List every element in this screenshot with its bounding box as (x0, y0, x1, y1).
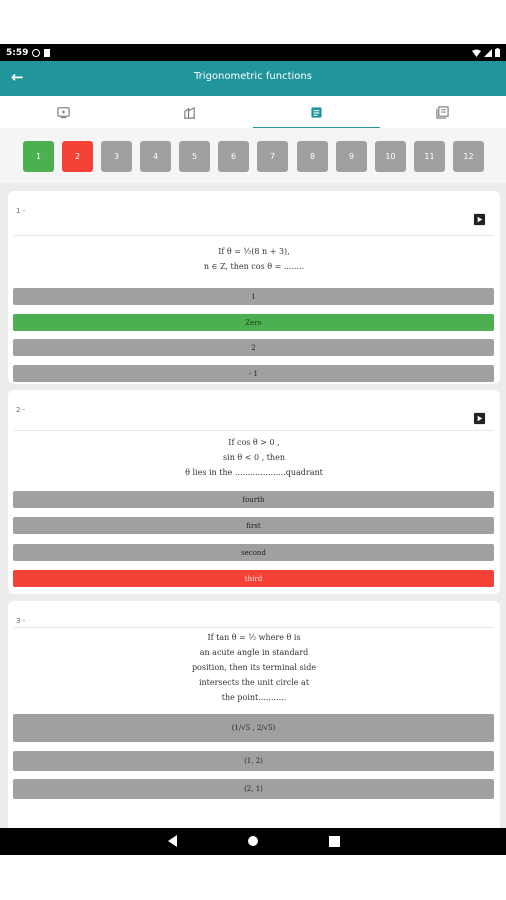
question-number-button[interactable]: 8 (297, 141, 328, 172)
sim-icon (44, 49, 50, 57)
tab-examples[interactable] (127, 96, 254, 128)
answer-option[interactable]: 1 (13, 288, 494, 305)
question-line: sin θ < 0 , then (223, 453, 285, 462)
question-text (8, 244, 500, 274)
back-arrow-icon[interactable]: ← (11, 68, 24, 86)
bottom-margin (0, 855, 506, 900)
question-card (8, 390, 500, 594)
status-time: 5:59 (6, 47, 29, 58)
nav-back-icon[interactable] (166, 834, 178, 848)
status-bar (0, 44, 506, 61)
question-number-button[interactable]: 11 (414, 141, 445, 172)
question-number: 3 - (16, 617, 26, 625)
answer-option[interactable]: (2, 1) (13, 779, 494, 799)
question-line: intersects the unit circle at (198, 678, 310, 687)
tab-quiz[interactable] (253, 96, 380, 128)
question-line: If tan θ = ½ where θ is (207, 633, 301, 642)
question-text (8, 435, 500, 480)
question-number-button[interactable]: 4 (140, 141, 171, 172)
question-card (8, 601, 500, 828)
divider (14, 235, 494, 236)
tab-bar (0, 96, 506, 129)
question-number-button[interactable]: 9 (336, 141, 367, 172)
quiz-content[interactable] (0, 183, 506, 828)
nav-home-icon[interactable] (247, 835, 259, 847)
question-number-button[interactable]: 10 (375, 141, 406, 172)
divider (14, 430, 494, 431)
tab-video[interactable] (0, 96, 127, 128)
nav-recents-icon[interactable] (329, 836, 340, 847)
question-number-button[interactable]: 12 (453, 141, 484, 172)
question-text (8, 630, 500, 705)
question-number-button[interactable]: 5 (179, 141, 210, 172)
answer-option-wrong[interactable]: third (13, 570, 494, 587)
question-line: an acute angle in standard (199, 648, 309, 657)
video-explanation-icon[interactable] (473, 213, 486, 226)
answer-option-correct[interactable]: Zero (13, 314, 494, 331)
answer-option[interactable]: (1, 2) (13, 751, 494, 771)
question-number-button[interactable]: 7 (257, 141, 288, 172)
question-number-button[interactable]: 6 (218, 141, 249, 172)
answer-option[interactable]: fourth (13, 491, 494, 508)
answer-option[interactable]: (1/√5 , 2/√5) (13, 714, 494, 742)
question-number-row (0, 128, 506, 183)
tab-summary[interactable] (380, 96, 506, 128)
question-card (8, 191, 500, 384)
system-nav-bar (0, 828, 506, 855)
question-line: the point........... (221, 693, 287, 702)
page-title: Trigonometric functions (194, 71, 312, 82)
answer-option[interactable]: first (13, 517, 494, 534)
answer-option[interactable]: - 1 (13, 365, 494, 382)
wifi-icon (472, 49, 481, 57)
battery-icon (495, 48, 500, 57)
question-line: θ lies in the ....................quadrant (185, 468, 323, 477)
building-icon (183, 106, 196, 119)
question-line: n ∈ Z, then cos θ = ........ (203, 262, 305, 271)
question-line: position, then its terminal side (191, 663, 317, 672)
question-number-button[interactable]: 1 (23, 141, 54, 172)
signal-icon (484, 49, 492, 57)
video-play-icon (57, 106, 70, 119)
question-number: 2 - (16, 406, 26, 414)
question-number-button[interactable]: 2 (62, 141, 93, 172)
answer-option[interactable]: 2 (13, 339, 494, 356)
app-bar (0, 61, 506, 96)
top-margin (0, 0, 506, 44)
divider (14, 627, 494, 628)
quiz-list-icon (310, 106, 323, 119)
question-number-button[interactable]: 3 (101, 141, 132, 172)
question-line: If θ = ½(8 n + 3), (218, 247, 290, 256)
video-explanation-icon[interactable] (473, 412, 486, 425)
question-number: 1 - (16, 207, 26, 215)
answer-option[interactable]: second (13, 544, 494, 561)
book-icon (436, 106, 449, 119)
question-line: If cos θ > 0 , (228, 438, 280, 447)
notification-icon (32, 49, 40, 57)
